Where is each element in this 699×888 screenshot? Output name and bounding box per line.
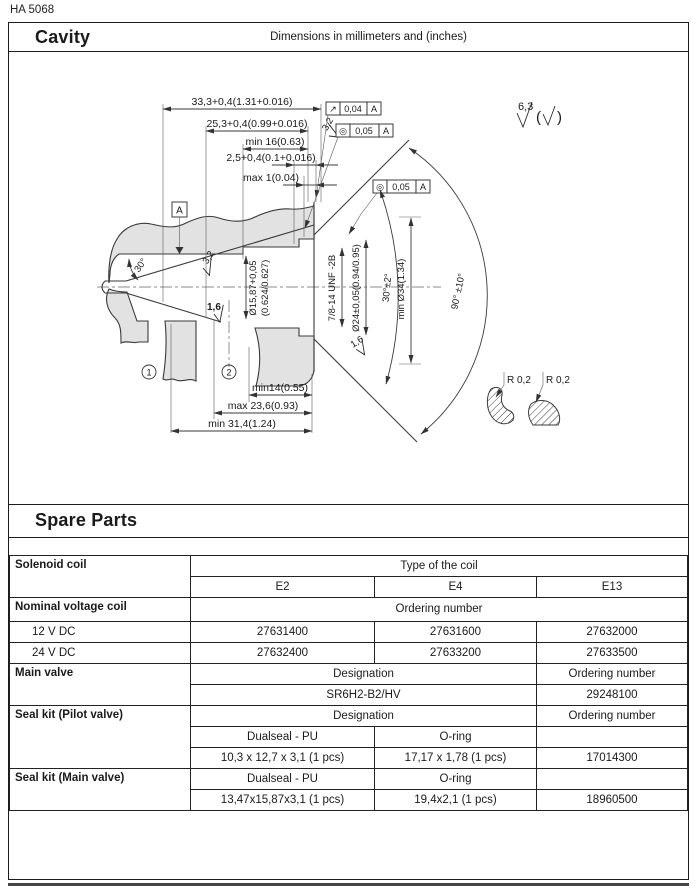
cell-order-no: 27633500 <box>537 642 688 663</box>
dim-seat-angle: 30°±2° <box>380 273 395 303</box>
tolerance-frame-concentricity-1 <box>305 124 393 228</box>
cell-seal-size: 19,4x2,1 (1 pcs) <box>375 789 537 810</box>
body-section-bottom-mid <box>163 321 196 381</box>
cell-order-no: 27632400 <box>191 642 375 663</box>
cell-main-valve-label: Main valve <box>10 663 191 705</box>
dim-bore-diameter-inch: (0.624/0.627) <box>260 259 271 317</box>
table-row <box>10 705 688 726</box>
svg-text:A: A <box>419 182 427 192</box>
cavity-drawing <box>9 52 688 505</box>
concentricity-icon: ◎ <box>339 126 347 136</box>
cell-coil-e2: E2 <box>191 576 375 597</box>
concentricity-icon: ◎ <box>376 182 384 192</box>
dim-spotface: 2,5+0,4(0.1+0.016) <box>226 152 316 164</box>
cell-coil-e13: E13 <box>537 576 688 597</box>
dim-thread-min-length: min 16(0.63) <box>245 136 305 148</box>
cell-seal-type: O-ring <box>375 726 537 747</box>
table-row <box>10 555 688 576</box>
spacer <box>9 538 688 555</box>
surface-finish-value: 6,3 <box>518 101 534 113</box>
body-section-bottom-right <box>255 328 314 386</box>
next-section-edge <box>8 883 689 886</box>
dim-angle-30: 30° <box>132 256 150 275</box>
spare-parts-title: Spare Parts <box>35 510 138 530</box>
cell-main-valve-designation: SR6H2-B2/HV <box>191 684 537 705</box>
cavity-section-header <box>9 23 688 52</box>
cell-order-no: 27632000 <box>537 621 688 642</box>
table-row <box>10 642 688 663</box>
svg-text:0,05: 0,05 <box>392 182 410 192</box>
dim-counterbore: Ø24±0,05(0.94/0.95) <box>351 244 362 332</box>
cell-designation-header: Designation <box>191 705 537 726</box>
table-row <box>10 663 688 684</box>
cell-order-no: 18960500 <box>537 789 688 810</box>
cell-seal-kit-pilot-label: Seal kit (Pilot valve) <box>10 705 191 768</box>
cell-seal-type: O-ring <box>375 768 537 789</box>
cell-solenoid-coil-label: Solenoid coil <box>10 555 191 597</box>
cell-order-no: 27633200 <box>375 642 537 663</box>
cell-ordering-number-header: Ordering number <box>537 663 688 684</box>
cell-nominal-voltage-label: Nominal voltage coil <box>10 597 191 621</box>
body-section-bottom-left <box>107 289 148 343</box>
roughness-face-label: 3,2 <box>320 115 337 133</box>
cone-flank-bottom <box>314 339 417 442</box>
surface-finish-note <box>517 101 562 127</box>
cell-seal-type: Dualseal - PU <box>191 768 375 789</box>
cavity-subtitle: Dimensions in millimeters and (inches) <box>270 31 467 43</box>
cell-voltage-label: 12 V DC <box>10 621 191 642</box>
cell-empty <box>537 768 688 789</box>
dim-bore-diameter: Ø15,87+0,05 <box>248 260 259 316</box>
svg-text:0,05: 0,05 <box>355 126 373 136</box>
page-frame <box>8 22 689 880</box>
svg-text:A: A <box>176 205 183 217</box>
radius-label-left: R 0,2 <box>507 375 531 386</box>
detail-view-r02-right <box>529 372 571 425</box>
cell-order-no: 17014300 <box>537 747 688 768</box>
cavity-title: Cavity <box>35 26 91 47</box>
cell-seal-type: Dualseal - PU <box>191 726 375 747</box>
roughness-icon <box>543 106 555 125</box>
dim-depth-max236: max 23,6(0.93) <box>227 400 299 412</box>
spare-parts-table <box>9 555 688 811</box>
svg-text:2: 2 <box>226 367 232 378</box>
table-row <box>10 768 688 789</box>
dim-depth-min314: min 31,4(1.24) <box>208 418 276 430</box>
roughness-seat-label: 3,2 <box>200 249 217 267</box>
detail-callout-1 <box>142 365 156 379</box>
radius-label-right: R 0,2 <box>546 375 570 386</box>
cell-seal-size: 17,17 x 1,78 (1 pcs) <box>375 747 537 768</box>
roughness-left <box>207 302 227 323</box>
cell-designation-header: Designation <box>191 663 537 684</box>
cell-ordering-number-header: Ordering number <box>537 705 688 726</box>
dim-thread: 7/8-14 UNF -2B <box>327 254 338 322</box>
cell-order-no: 27631400 <box>191 621 375 642</box>
cell-seal-kit-main-label: Seal kit (Main valve) <box>10 768 191 810</box>
roughness-cone-label: 1,6 <box>348 334 366 351</box>
cell-empty <box>537 726 688 747</box>
svg-text:A: A <box>382 126 390 136</box>
document-code: HA 5068 <box>10 4 55 16</box>
cell-seal-size: 10,3 x 12,7 x 3,1 (1 pcs) <box>191 747 375 768</box>
runout-icon: ↗ <box>329 104 337 114</box>
table-row <box>10 597 688 621</box>
dim-max1: max 1(0.04) <box>242 172 300 184</box>
detail-callout-2 <box>222 365 236 379</box>
cell-type-of-coil: Type of the coil <box>191 555 688 576</box>
dim-depth-min14: min14(0.55) <box>251 382 309 394</box>
roughness-cone <box>349 334 371 358</box>
svg-text:0,04: 0,04 <box>344 104 362 114</box>
cell-voltage-label: 24 V DC <box>10 642 191 663</box>
dim-total-length: 33,3+0,4(1.31+0.016) <box>191 96 293 108</box>
detail-view-r02-left <box>487 372 531 424</box>
svg-text:(: ( <box>536 109 541 126</box>
cone-angle-label: 90° ±10° <box>449 272 468 311</box>
spare-parts-section-header <box>9 504 688 538</box>
dim-thread-start: 25,3+0,4(0.99+0.016) <box>206 118 308 130</box>
svg-text:A: A <box>370 104 378 114</box>
dim-cone-diameter: min Ø34(1.34) <box>396 258 407 320</box>
cell-order-no: 29248100 <box>537 684 688 705</box>
cell-coil-e4: E4 <box>375 576 537 597</box>
cell-seal-size: 13,47x15,87x3,1 (1 pcs) <box>191 789 375 810</box>
roughness-left-label: 1,6 <box>207 302 221 313</box>
cell-order-no: 27631600 <box>375 621 537 642</box>
svg-text:): ) <box>557 109 562 126</box>
cell-ordering-number-header: Ordering number <box>191 597 688 621</box>
cavity-drawing-svg <box>9 52 687 505</box>
table-row <box>10 621 688 642</box>
svg-text:1: 1 <box>146 367 152 378</box>
